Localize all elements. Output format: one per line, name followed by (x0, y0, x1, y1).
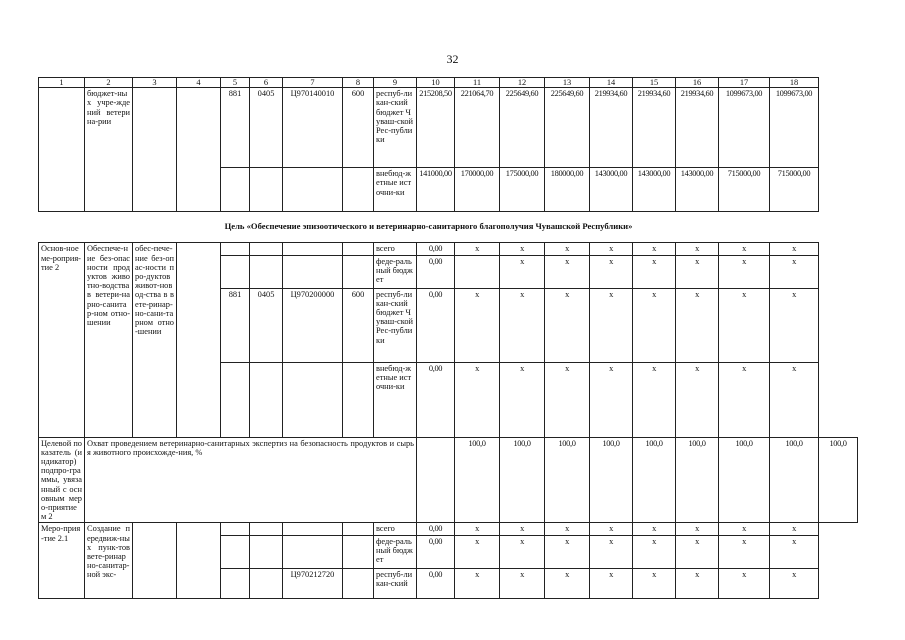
year-value: x (590, 568, 633, 598)
year-value: x (590, 288, 633, 362)
indicator-source-cell (417, 437, 455, 523)
year-value: 143000,00 (590, 168, 633, 212)
cell-csr (283, 255, 343, 288)
measure-name: бюджет-ных учре-ждений ветерина-рии (85, 88, 133, 212)
year-value: x (770, 523, 819, 535)
year-value: 225649,60 (545, 88, 590, 168)
indicator-value: 100,0 (500, 437, 545, 523)
year-value: x (770, 288, 819, 362)
year-value: x (676, 255, 719, 288)
year-value: x (545, 243, 590, 255)
cell-grbs (221, 523, 250, 535)
year-value: 1099673,00 (770, 88, 819, 168)
year-value: x (676, 523, 719, 535)
year-value: x (500, 568, 545, 598)
column-number: 4 (177, 78, 221, 88)
cell-rzpr (250, 243, 283, 255)
year-value: x (719, 535, 770, 568)
goal-text: Цель «Обеспечение эпизоотического и ветеринарно-санитарного благополучия Чувашской Республики» (39, 212, 819, 243)
year-value: 221064,70 (455, 88, 500, 168)
cell-vr (343, 243, 374, 255)
column-number: 18 (770, 78, 819, 88)
cell-col4 (177, 523, 221, 598)
year-value: x (500, 255, 545, 288)
indicator-value: 100,0 (455, 437, 500, 523)
indicator-value: 100,0 (633, 437, 676, 523)
column-number: 13 (545, 78, 590, 88)
year-value: x (590, 362, 633, 437)
year-value (455, 255, 500, 288)
cell-vr: 600 (343, 88, 374, 168)
cell-grbs: 881 (221, 88, 250, 168)
funding-source: респуб-ликан-ский бюджет Чуваш-ской Рес-публики (374, 288, 417, 362)
year-value: x (719, 288, 770, 362)
column-number-row (39, 78, 858, 88)
year-value: 219934,60 (590, 88, 633, 168)
measure-name: Создание передвиж-ных пунк-тов вете-ринарно-санитар-ной экс- (85, 523, 133, 598)
indicator-label: Целевой показатель (индикатор) подпро-граммы, увязанный с основным меро-приятием 2 (39, 437, 85, 523)
funding-source: феде-ральный бюджет (374, 535, 417, 568)
year-value: 215208,50 (417, 88, 455, 168)
year-value: 170000,00 (455, 168, 500, 212)
year-value: x (719, 243, 770, 255)
year-value: x (590, 243, 633, 255)
year-value: x (455, 362, 500, 437)
year-value: x (500, 288, 545, 362)
year-value: 0,00 (417, 568, 455, 598)
cell-grbs (221, 168, 250, 212)
cell-col4 (177, 88, 221, 212)
year-value: x (500, 523, 545, 535)
task-text: обес-пече-ние без-опас-ности про-дуктов живот-новод-ства в вете-ринар-но-сани-тарном отно-шении (133, 243, 177, 437)
column-number: 8 (343, 78, 374, 88)
year-value: x (770, 568, 819, 598)
year-value: x (500, 362, 545, 437)
column-number: 11 (455, 78, 500, 88)
year-value: 0,00 (417, 255, 455, 288)
funding-source: респуб-ликан-ский (374, 568, 417, 598)
indicator-value: 100,0 (719, 437, 770, 523)
cell-rzpr (250, 362, 283, 437)
cell-rzpr (250, 523, 283, 535)
year-value: x (500, 243, 545, 255)
cell-rzpr: 0405 (250, 88, 283, 168)
column-number: 1 (39, 78, 85, 88)
cell-grbs (221, 568, 250, 598)
year-value: 0,00 (417, 535, 455, 568)
year-value: x (633, 255, 676, 288)
column-number: 2 (85, 78, 133, 88)
year-value: x (545, 535, 590, 568)
year-value: x (545, 288, 590, 362)
year-value: x (455, 535, 500, 568)
indicator-value: 100,0 (676, 437, 719, 523)
cell-rzpr (250, 255, 283, 288)
year-value: x (676, 535, 719, 568)
year-value: x (676, 568, 719, 598)
cell-col4 (177, 243, 221, 437)
year-value: x (633, 288, 676, 362)
column-number: 10 (417, 78, 455, 88)
main-measure-name: Обеспече-ние без-опасности продуктов животно-водства в ветери-нарно-санитар-ном отно-шении (85, 243, 133, 437)
cell-col3 (133, 523, 177, 598)
cell-csr: Ц970200000 (283, 288, 343, 362)
year-value: x (590, 255, 633, 288)
column-number: 15 (633, 78, 676, 88)
cell-rzpr (250, 168, 283, 212)
cell-vr (343, 535, 374, 568)
year-value: x (455, 288, 500, 362)
cell-vr (343, 168, 374, 212)
indicator-row (39, 437, 858, 523)
indicator-value: 100,0 (819, 437, 858, 523)
cell-grbs (221, 243, 250, 255)
year-value: x (719, 255, 770, 288)
year-value: 180000,00 (545, 168, 590, 212)
table-row (39, 243, 858, 255)
year-value: 175000,00 (500, 168, 545, 212)
cell-csr (283, 523, 343, 535)
cell-csr: Ц970140010 (283, 88, 343, 168)
cell-grbs (221, 255, 250, 288)
column-number: 16 (676, 78, 719, 88)
funding-source: внебюд-жетные источни-ки (374, 362, 417, 437)
indicator-value: 100,0 (545, 437, 590, 523)
measure-label: Меро-прия-тие 2.1 (39, 523, 85, 598)
year-value: 219934,60 (633, 88, 676, 168)
year-value: x (633, 568, 676, 598)
year-value: x (500, 535, 545, 568)
year-value: x (676, 288, 719, 362)
column-number: 3 (133, 78, 177, 88)
year-value: 0,00 (417, 523, 455, 535)
year-value: x (455, 523, 500, 535)
cell-grbs (221, 362, 250, 437)
column-number: 12 (500, 78, 545, 88)
cell-rzpr (250, 568, 283, 598)
cell-csr: Ц970212720 (283, 568, 343, 598)
year-value: x (545, 255, 590, 288)
year-value: x (770, 255, 819, 288)
cell-csr (283, 168, 343, 212)
year-value: x (770, 535, 819, 568)
cell-rzpr (250, 535, 283, 568)
cell-vr: 600 (343, 288, 374, 362)
cell-vr (343, 523, 374, 535)
cell-grbs (221, 535, 250, 568)
year-value: x (633, 243, 676, 255)
year-value: x (455, 568, 500, 598)
year-value: 715000,00 (770, 168, 819, 212)
year-value: 143000,00 (676, 168, 719, 212)
year-value: x (770, 243, 819, 255)
indicator-value: 100,0 (770, 437, 819, 523)
year-value: x (770, 362, 819, 437)
column-number: 6 (250, 78, 283, 88)
cell-csr (283, 243, 343, 255)
funding-source: внебюд-жетные источни-ки (374, 168, 417, 212)
year-value: 1099673,00 (719, 88, 770, 168)
column-number: 14 (590, 78, 633, 88)
cell-col3 (133, 88, 177, 212)
main-measure-label: Основ-ное ме-роприя-тие 2 (39, 243, 85, 437)
table-row (39, 88, 858, 168)
year-value: x (633, 523, 676, 535)
year-value: x (455, 243, 500, 255)
year-value: x (590, 523, 633, 535)
funding-source: респуб-ликан-ский бюджет Чуваш-ской Рес-публики (374, 88, 417, 168)
year-value: x (633, 362, 676, 437)
year-value: 715000,00 (719, 168, 770, 212)
year-value: x (676, 362, 719, 437)
year-value: x (719, 362, 770, 437)
page-number: 32 (446, 52, 459, 66)
year-value: x (633, 535, 676, 568)
cell-csr (283, 535, 343, 568)
indicator-value: 100,0 (590, 437, 633, 523)
year-value: 143000,00 (633, 168, 676, 212)
cell-vr (343, 255, 374, 288)
column-number: 7 (283, 78, 343, 88)
year-value: 219934,60 (676, 88, 719, 168)
goal-row (39, 212, 858, 243)
column-number: 9 (374, 78, 417, 88)
year-value: x (590, 535, 633, 568)
cell-csr (283, 362, 343, 437)
year-value: 0,00 (417, 288, 455, 362)
column-number: 5 (221, 78, 250, 88)
year-value: x (545, 568, 590, 598)
year-value: 0,00 (417, 243, 455, 255)
cell-vr (343, 362, 374, 437)
year-value: 0,00 (417, 362, 455, 437)
cell-rzpr: 0405 (250, 288, 283, 362)
column-number: 17 (719, 78, 770, 88)
year-value: x (719, 568, 770, 598)
funding-source: всего (374, 243, 417, 255)
budget-table (38, 77, 858, 599)
funding-source: всего (374, 523, 417, 535)
indicator-text: Охват проведением ветеринарно-санитарных экспертиз на безопасность продуктов и сырья животного происхожде-ния, % (85, 437, 417, 523)
year-value: 225649,60 (500, 88, 545, 168)
funding-source: феде-ральный бюджет (374, 255, 417, 288)
year-value: x (545, 362, 590, 437)
cell-vr (343, 568, 374, 598)
year-value: x (719, 523, 770, 535)
year-value: x (545, 523, 590, 535)
year-value: x (676, 243, 719, 255)
table-row (39, 523, 858, 535)
year-value: 141000,00 (417, 168, 455, 212)
cell-grbs: 881 (221, 288, 250, 362)
cell-col1 (39, 88, 85, 212)
